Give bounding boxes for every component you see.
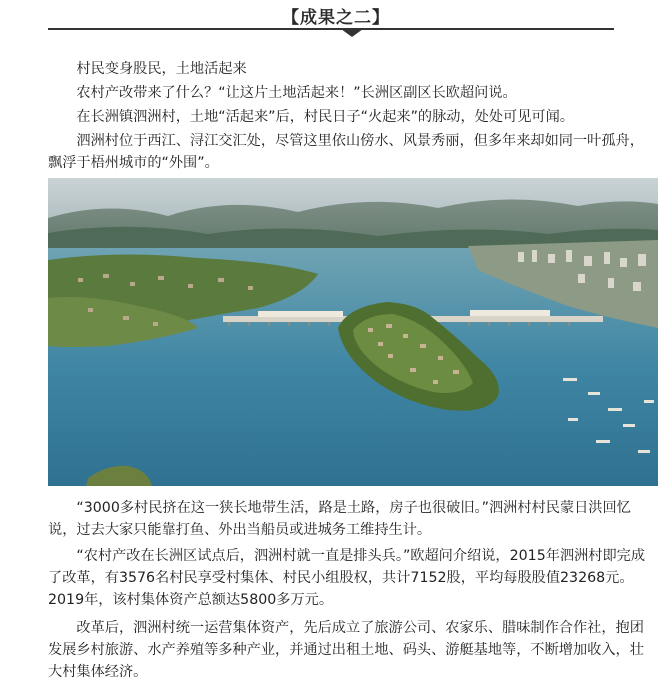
divider-arrow-icon bbox=[341, 29, 363, 37]
paragraph-resident-quote: “3000多村民挤在这一狭长地带生活，路是土路，房子也很破旧。”泗洲村村民蒙日洪回忆说，过去大家只能靠打鱼、外出当船员或进城务工维持生计。 bbox=[48, 500, 631, 538]
paragraph-reform-stats: “农村产改在长洲区试点后，泗洲村就一直是排头兵。”欧超问介绍说，2015年泗洲村即完成了改革，有3576名村民享受村集体、村民小组股权，共计7152股，平均每股股值23268元。2019年，该村集体资产总额达5800多万元。 bbox=[48, 548, 646, 608]
paragraph-question: 农村产改带来了什么？“让这片土地活起来！”长洲区副区长欧超问说。 bbox=[76, 85, 517, 101]
paragraph-subtitle: 村民变身股民，土地活起来 bbox=[76, 61, 247, 77]
heading-divider bbox=[48, 28, 614, 30]
paragraph-location: 泗洲村位于西江、浔江交汇处，尽管这里依山傍水、风景秀丽，但多年来却如同一叶孤舟，飘浮于梧州城市的“外围”。 bbox=[48, 133, 644, 171]
section-heading: 【成果之二】 bbox=[282, 8, 390, 28]
paragraph-after-reform: 改革后，泗洲村统一运营集体资产，先后成立了旅游公司、农家乐、腊味制作合作社，抱团发展乡村旅游、水产养殖等多种产业，并通过出租土地、码头、游艇基地等，不断增加收入，壮大村集体经济。 bbox=[48, 620, 644, 680]
paragraph-village: 在长洲镇泗洲村，土地“活起来”后，村民日子“火起来”的脉动，处处可见可闻。 bbox=[76, 109, 574, 125]
aerial-photo bbox=[48, 178, 658, 486]
